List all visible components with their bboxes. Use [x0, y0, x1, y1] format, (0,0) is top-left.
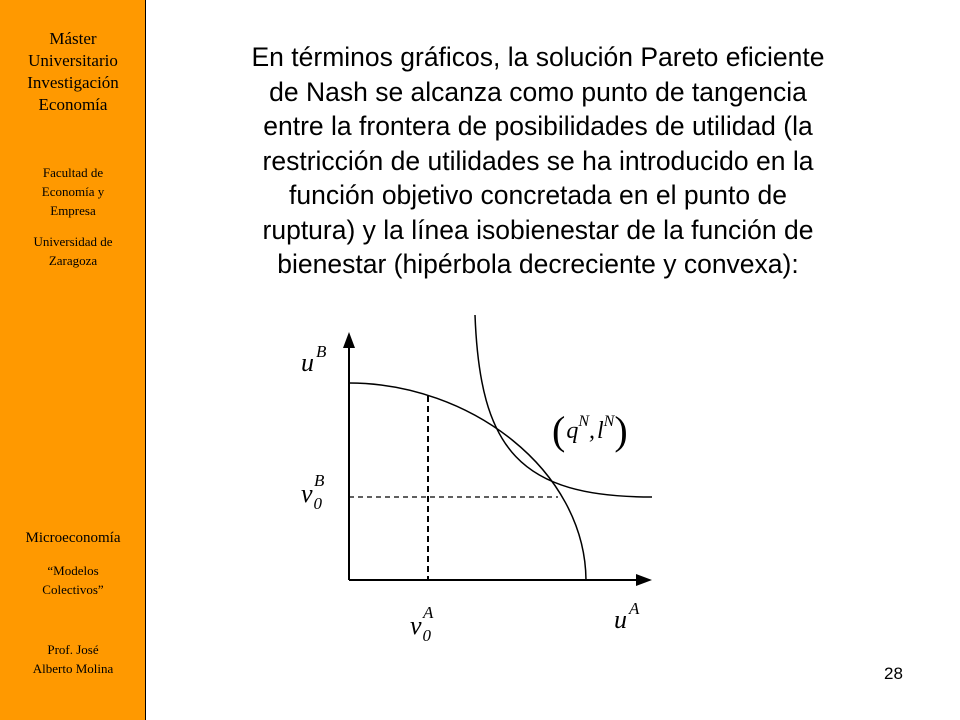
- v0A-label: $v_0A$: [410, 603, 434, 645]
- sidebar-professor-line: Alberto Molina: [32, 661, 114, 676]
- sidebar-course: Microeconomía: [25, 530, 121, 546]
- sidebar-faculty-line: Economía y: [41, 184, 105, 199]
- y-axis-label: u $^B$: [301, 342, 327, 377]
- paragraph-line: restricción de utilidades se ha introducido en la: [262, 145, 814, 176]
- tangency-point-label: $(q^N,l^N)$: [552, 408, 628, 453]
- sidebar-university-line: Universidad de: [33, 234, 113, 249]
- sidebar-master-line: Universitario: [28, 51, 118, 70]
- paragraph-line: ruptura) y la línea isobienestar de la función de: [262, 214, 814, 245]
- sidebar-faculty-line: Empresa: [50, 203, 96, 218]
- paragraph-line: En términos gráficos, la solución Pareto eficiente: [251, 42, 825, 72]
- sidebar-faculty-line: Facultad de: [42, 165, 104, 180]
- paragraph-line: entre la frontera de posibilidades de utilidad (la: [263, 111, 813, 141]
- sidebar-master-line: Economía: [38, 95, 108, 114]
- sidebar-module-line: “Modelos: [47, 563, 99, 578]
- paragraph-line: función objetivo concretada en el punto de: [289, 180, 787, 210]
- sidebar-module-line: Colectivos”: [42, 582, 104, 597]
- x-axis-arrow: [636, 574, 652, 586]
- sidebar-professor-line: Prof. José: [47, 642, 99, 657]
- v0B-label: $v_0B$: [301, 471, 325, 513]
- paragraph-line: bienestar (hipérbola decreciente y convexa):: [277, 249, 799, 279]
- utility-frontier-curve: [349, 383, 586, 580]
- page-number: 28: [884, 664, 903, 683]
- sidebar-master-line: Máster: [49, 29, 97, 48]
- y-axis-arrow: [343, 332, 355, 348]
- paragraph-line: de Nash se alcanza como punto de tangencia: [269, 76, 807, 107]
- x-axis-label: u $^A$: [614, 599, 640, 634]
- isowelfare-curve: [475, 315, 652, 497]
- sidebar-university-line: Zaragoza: [48, 253, 98, 268]
- sidebar-master-line: Investigación: [27, 73, 119, 92]
